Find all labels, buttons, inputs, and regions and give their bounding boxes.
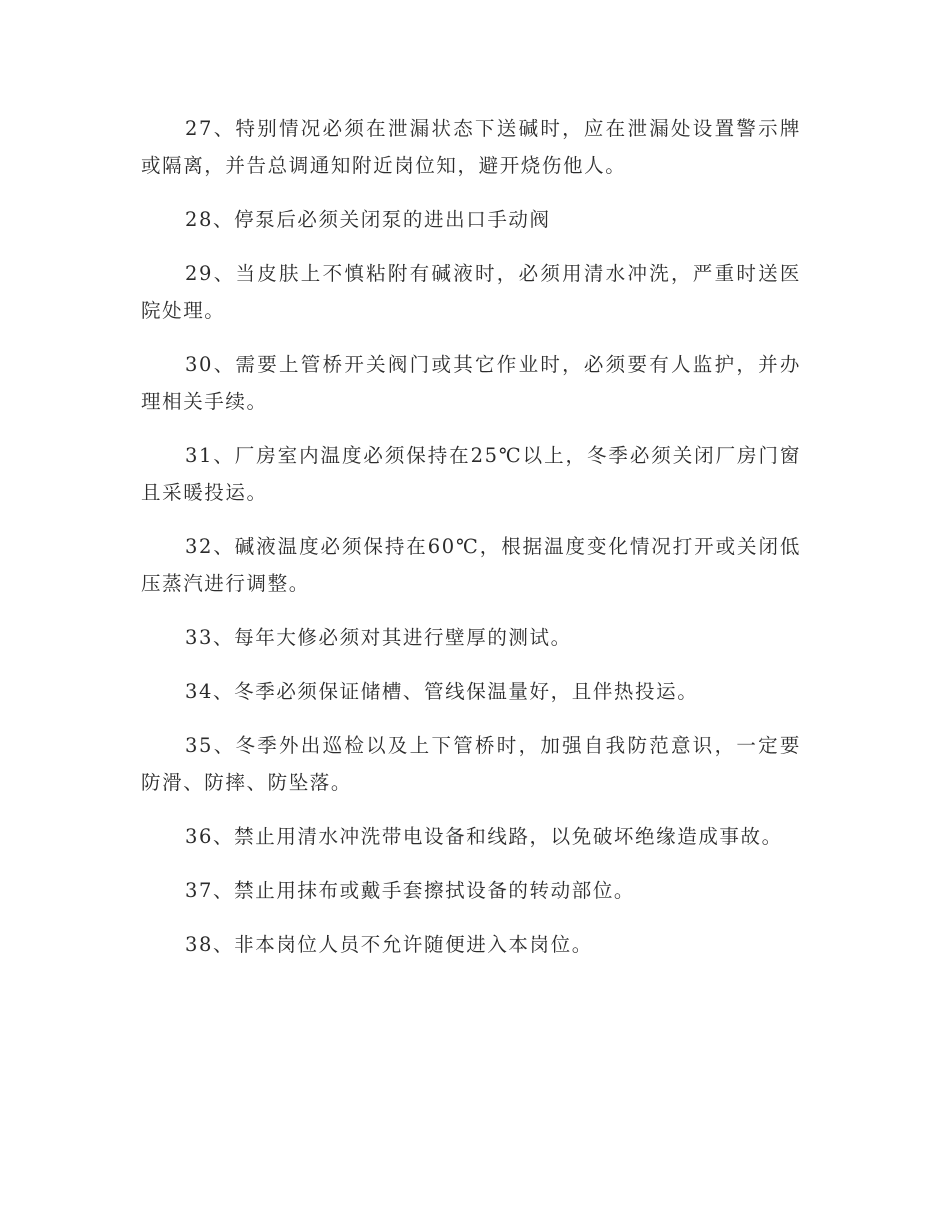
paragraph-36: 36、禁止用清水冲洗带电设备和线路，以免破坏绝缘造成事故。 bbox=[185, 825, 783, 848]
paragraph-37: 37、禁止用抹布或戴手套擦拭设备的转动部位。 bbox=[185, 879, 636, 902]
paragraph-31: 31、厂房室内温度必须保持在25℃以上，冬季必须关闭厂房门窗且采暖投运。 bbox=[141, 444, 801, 504]
paragraph-33: 33、每年大修必须对其进行壁厚的测试。 bbox=[185, 626, 572, 649]
paragraph-30: 30、需要上管桥开关阀门或其它作业时，必须要有人监护，并办理相关手续。 bbox=[141, 353, 801, 413]
paragraph-29: 29、当皮肤上不慎粘附有碱液时，必须用清水冲洗，严重时送医院处理。 bbox=[141, 262, 801, 322]
paragraph-32: 32、碱液温度必须保持在60℃，根据温度变化情况打开或关闭低压蒸汽进行调整。 bbox=[141, 535, 801, 595]
document-body bbox=[141, 110, 801, 980]
paragraph-28: 28、停泵后必须关闭泵的进出口手动阀 bbox=[185, 208, 551, 231]
paragraph-38: 38、非本岗位人员不允许随便进入本岗位。 bbox=[185, 933, 593, 956]
paragraph-27: 27、特别情况必须在泄漏状态下送碱时，应在泄漏处设置警示牌或隔离，并告总调通知附近岗位知，避开烧伤他人。 bbox=[141, 117, 801, 177]
paragraph-35: 35、冬季外出巡检以及上下管桥时，加强自我防范意识，一定要防滑、防摔、防坠落。 bbox=[141, 734, 801, 794]
paragraph-34: 34、冬季必须保证储槽、管线保温量好，且伴热投运。 bbox=[185, 680, 699, 703]
